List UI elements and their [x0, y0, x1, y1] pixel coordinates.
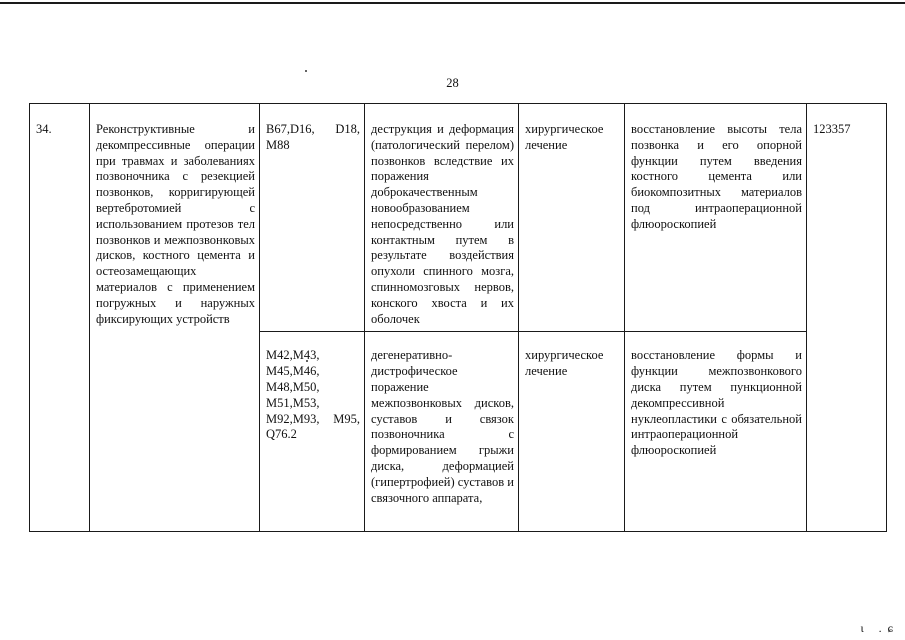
- patient-model: дегенеративно-дистрофическое поражение межпозвонковых дисков, суставов и связок позвоночника с формированием грыжи диска, деформацией (гипертрофией) суставов и связочного аппарата,: [371, 348, 514, 505]
- treatment-type-cell: [519, 104, 625, 332]
- treatment-type: хирургическое лечение: [525, 122, 604, 152]
- table-row: [30, 104, 887, 332]
- cost-value: 123357: [813, 122, 851, 136]
- scan-corner-mark: ι .ɕ: [860, 621, 899, 635]
- page-number: 28: [446, 76, 459, 90]
- scan-speck: [305, 70, 307, 72]
- medical-care-table: [29, 103, 887, 532]
- treatment-type-cell: [519, 332, 625, 532]
- cost-cell: [807, 104, 887, 532]
- icd-codes-cell: [260, 104, 365, 332]
- treatment-method: восстановление высоты тела позвонка и его опорной функции путем введения костного цемента или биокомпозитных материалов под интраоперационной флюороскопией: [631, 122, 802, 231]
- icd-codes: B67,D16, D18, M88: [266, 122, 360, 152]
- treatment-type: хирургическое лечение: [525, 348, 604, 379]
- intervention-name: Реконструктивные и декомпрессивные операции при травмах и заболеваниях позвоночника с резекцией позвонков, корригирующей вертебротомией с использованием протезов тел позвонков и межпозвонковых дисков, костного цемента и остеозамещающих материалов с применением погружных и наружных фиксирующих устройств: [96, 122, 255, 326]
- icd-codes-cell: [260, 332, 365, 532]
- patient-model-cell: [365, 332, 519, 532]
- treatment-method: восстановление формы и функции межпозвонкового диска путем пункционной декомпрессивной нуклеопластики с обязательной интраоперационной флюороскопией: [631, 348, 802, 458]
- top-rule: [0, 2, 905, 4]
- patient-model-cell: [365, 104, 519, 332]
- icd-codes: M42,M43, M45,M46, M48,M50, M51,M53, M92,M93, M95, Q76.2: [266, 348, 360, 442]
- intervention-name-cell: [90, 104, 260, 532]
- patient-model: деструкция и деформация (патологический перелом) позвонков вследствие их поражения доброкачественным новообразованием непосредственно или контактным путем в результате воздействия опухоли спинного мозга, спинномозговых нервов, конского хвоста и их оболочек: [371, 122, 514, 326]
- treatment-method-cell: [625, 332, 807, 532]
- row-number-cell: [30, 104, 90, 532]
- row-number: 34.: [36, 122, 52, 136]
- treatment-method-cell: [625, 104, 807, 332]
